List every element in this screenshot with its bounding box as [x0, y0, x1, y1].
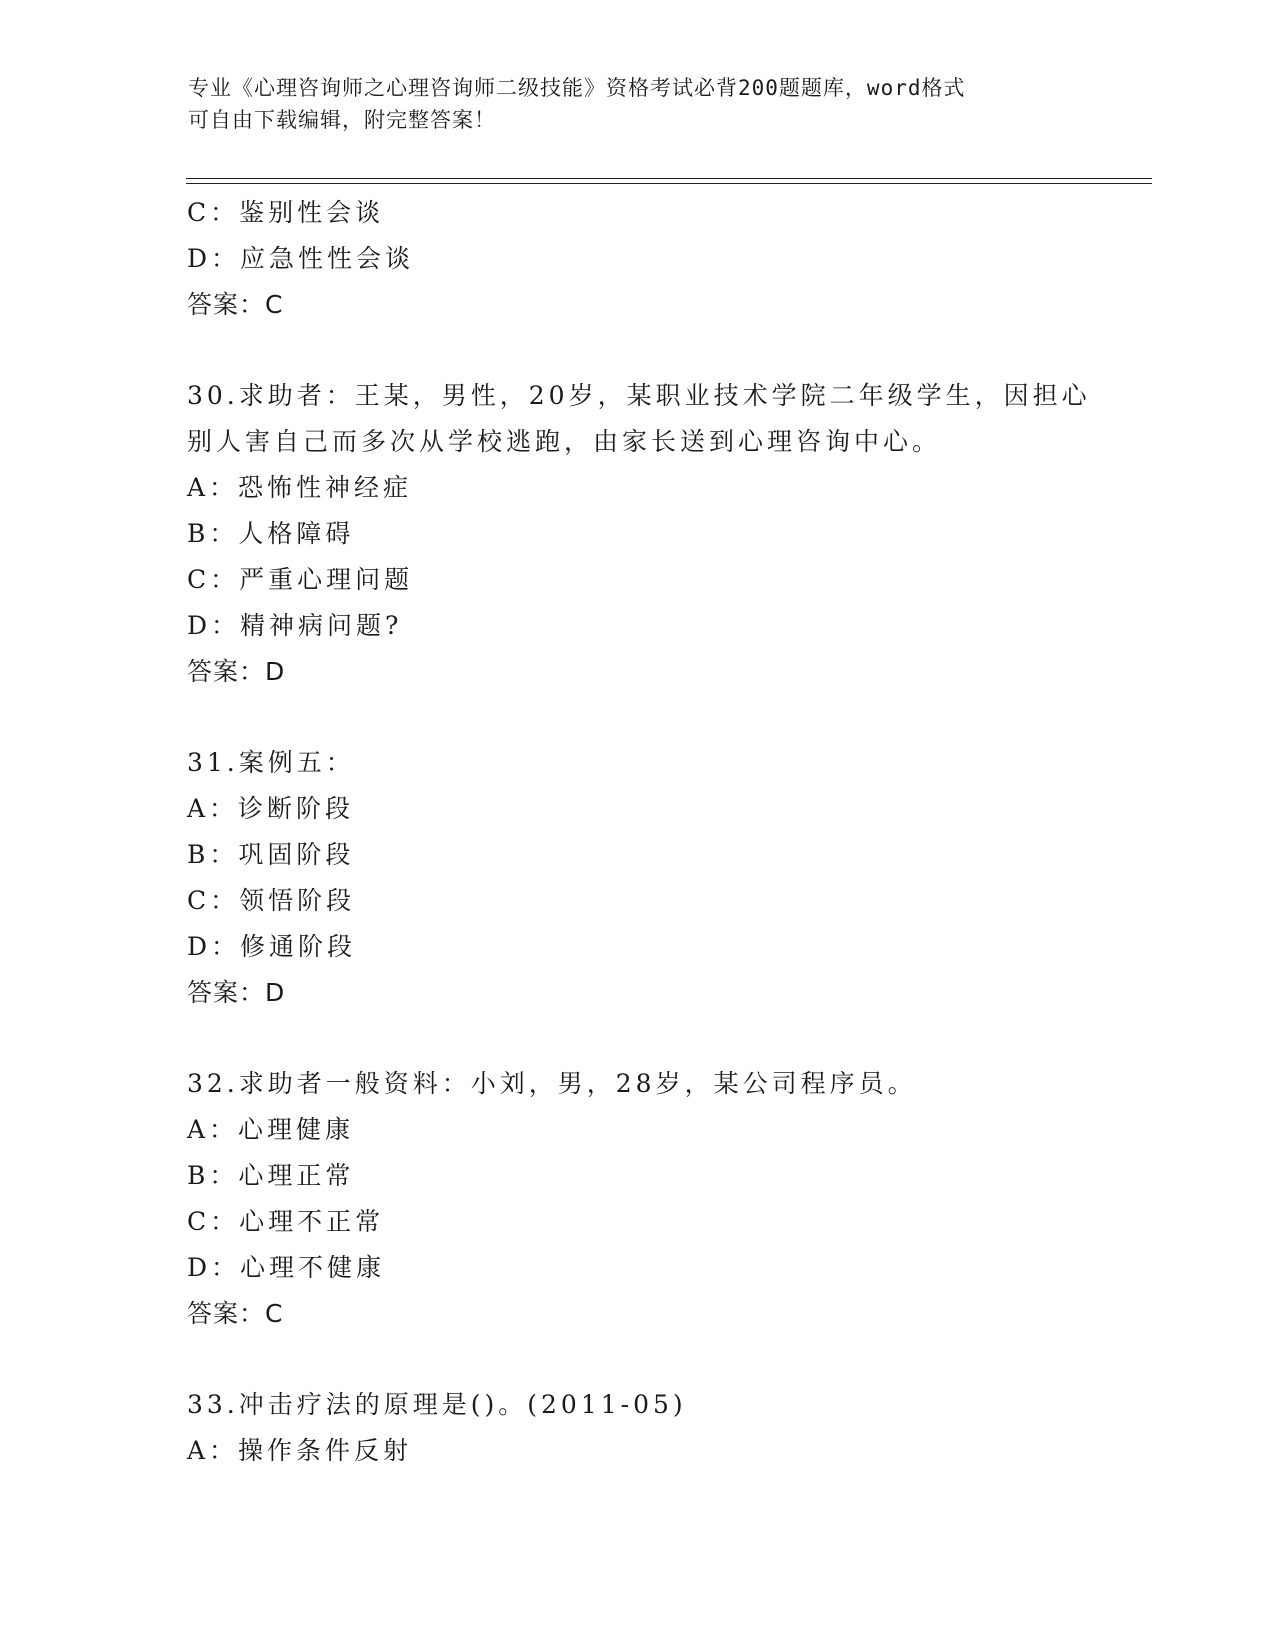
option-c: C：鉴别性会谈 [187, 198, 385, 227]
answer: 答案：C [187, 1299, 284, 1328]
option-a: A：操作条件反射 [187, 1436, 413, 1465]
question-text-line: 别人害自己而多次从学校逃跑，由家长送到心理咨询中心。 [187, 427, 942, 456]
question-text-line: 30.求助者：王某，男性，20岁，某职业技术学院二年级学生，因担心 [187, 381, 1091, 410]
question-text-line: 32.求助者一般资料：小刘，男，28岁，某公司程序员。 [187, 1069, 917, 1098]
answer: 答案：C [187, 290, 284, 319]
option-d: D：修通阶段 [187, 932, 357, 961]
option-d: D：应急性性会谈 [187, 244, 415, 273]
option-b: B：人格障碍 [187, 519, 355, 548]
question-list [187, 190, 1147, 1474]
option-b: B：心理正常 [187, 1161, 355, 1190]
question-29-continued [187, 190, 1147, 328]
document-header [188, 72, 1088, 136]
option-b: B：巩固阶段 [187, 840, 355, 869]
question-31 [187, 740, 1147, 1016]
option-c: C：心理不正常 [187, 1207, 385, 1236]
header-divider-top [186, 178, 1152, 179]
header-line-2: 可自由下载编辑，附完整答案！ [188, 108, 496, 132]
question-30 [187, 373, 1147, 695]
question-32 [187, 1061, 1147, 1337]
answer: 答案：D [187, 978, 286, 1007]
option-a: A：恐怖性神经症 [187, 473, 413, 502]
option-a: A：诊断阶段 [187, 794, 355, 823]
question-33 [187, 1382, 1147, 1474]
header-line-1: 专业《心理咨询师之心理咨询师二级技能》资格考试必背200题题库，word格式 [188, 76, 966, 100]
header-divider-bottom [186, 183, 1152, 184]
answer: 答案：D [187, 657, 286, 686]
option-c: C：领悟阶段 [187, 886, 356, 915]
option-d: D：心理不健康 [187, 1253, 386, 1282]
question-text-line: 33.冲击疗法的原理是()。(2011-05) [187, 1390, 687, 1419]
question-text-line: 31.案例五： [187, 748, 355, 777]
option-a: A：心理健康 [187, 1115, 355, 1144]
option-c: C：严重心理问题 [187, 565, 414, 594]
option-d: D：精神病问题? [187, 611, 403, 640]
